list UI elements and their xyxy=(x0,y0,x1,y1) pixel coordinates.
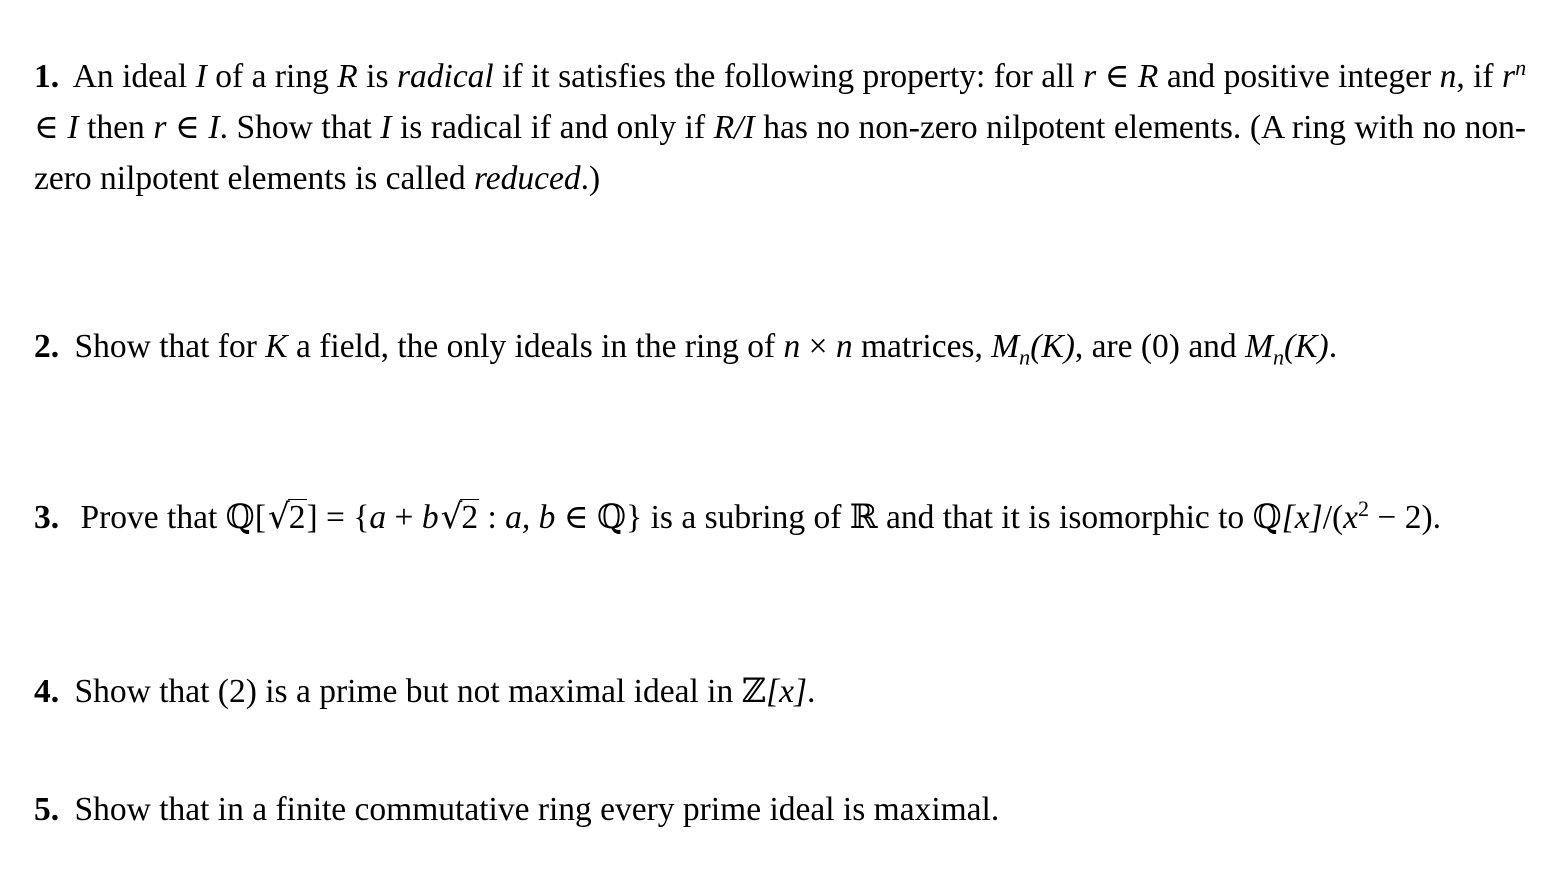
math-field-Q: ℚ xyxy=(1252,497,1282,536)
math-matrix-ring-2 xyxy=(1245,328,1329,370)
math-op-in: ∈ xyxy=(1104,58,1130,95)
problem-1 xyxy=(0,52,1562,205)
problem-number: 3. xyxy=(34,499,60,536)
problem-2-text xyxy=(74,328,1338,370)
math-var-I: I xyxy=(67,108,79,146)
problem-4 xyxy=(0,666,1562,718)
math-exponent-2: 2 xyxy=(1358,495,1370,521)
math-op-in: ∈ xyxy=(34,108,59,146)
problem-4-text xyxy=(75,673,816,710)
text-run: .) xyxy=(580,159,601,197)
math-var-x: x xyxy=(1343,499,1359,536)
math-var-I: I xyxy=(208,108,220,146)
paren-close: ) xyxy=(1421,499,1433,536)
text-run: and positive integer xyxy=(1166,58,1432,95)
math-var-a: a xyxy=(369,499,387,536)
text-run: is xyxy=(366,58,389,95)
text-run: isomorphic to xyxy=(1059,499,1245,536)
text-run: a field, the only ideals in the ring of xyxy=(295,328,776,365)
emph-reduced: reduced xyxy=(474,159,581,197)
math-arg-K: (K) xyxy=(1030,328,1075,365)
text-run: are (0) and xyxy=(1091,328,1237,365)
math-sqrt-2: √2 xyxy=(440,497,479,537)
math-var-r: r xyxy=(153,108,167,146)
math-op-minus: − xyxy=(1377,499,1397,536)
math-op-slash: / xyxy=(1322,499,1333,536)
text-run: . xyxy=(1328,328,1338,365)
math-var-n: n xyxy=(783,328,801,365)
math-var-M: M xyxy=(991,328,1020,365)
math-arg-K: (K) xyxy=(1284,328,1329,365)
math-colon: : xyxy=(487,499,497,536)
text-run: . xyxy=(807,673,816,710)
problem-3 xyxy=(0,492,1562,544)
math-quotient-R-I: R/I xyxy=(713,108,755,146)
problem-number: 5. xyxy=(34,791,60,828)
math-var-I: I xyxy=(380,108,392,146)
math-poly-x: [x] xyxy=(766,673,808,710)
math-sqrt-2: √2 xyxy=(267,497,306,537)
text-run: Prove that xyxy=(80,499,218,536)
math-field-R: ℝ xyxy=(849,497,878,536)
problem-5-text: Show that in a finite commutative ring every prime ideal is maximal. xyxy=(74,791,1000,828)
math-var-M: M xyxy=(1245,328,1273,365)
paren-open: ( xyxy=(1332,499,1344,536)
math-var-b: b xyxy=(538,499,556,536)
text-run: . xyxy=(1432,499,1442,536)
problem-number: 4. xyxy=(34,673,60,710)
text-run: if it satisfies the following property: for all xyxy=(502,58,1075,95)
math-ring-Z: ℤ xyxy=(741,671,767,710)
math-op-times: × xyxy=(808,328,828,365)
math-r-pow-n xyxy=(1502,54,1527,95)
math-matrix-ring-1 xyxy=(991,328,1075,370)
text-run: has no non-zero nilpotent elements. (A ring with no non-zero nilpotent xyxy=(34,108,1527,197)
brace-open: { xyxy=(353,499,370,536)
problem-1-text xyxy=(34,54,1527,197)
text-run: , xyxy=(1074,328,1084,365)
math-var-n: n xyxy=(1439,58,1457,95)
text-run: is radical if and only if xyxy=(399,108,706,146)
text-run: and that it is xyxy=(885,499,1051,536)
problem-5 xyxy=(0,785,1562,836)
math-var-R: R xyxy=(337,58,358,95)
emph-radical: radical xyxy=(396,58,494,95)
problem-number: 2. xyxy=(34,328,60,365)
bracket-open: [ xyxy=(254,499,266,536)
text-run: Show that (2) is a prime but not maximal ideal in xyxy=(74,673,734,710)
bracket-close: ] xyxy=(306,499,318,536)
text-run: , if xyxy=(1456,58,1494,95)
math-number-2: 2 xyxy=(1404,499,1422,536)
math-op-equals: = xyxy=(326,499,345,536)
problem-number: 1. xyxy=(34,58,60,95)
math-subscript-n: n xyxy=(1272,344,1285,370)
math-var-a: a, xyxy=(505,499,531,536)
math-field-Q: ℚ xyxy=(225,497,255,536)
math-op-in: ∈ xyxy=(563,499,589,536)
text-run: then xyxy=(87,108,145,146)
math-var-r: r xyxy=(1502,58,1516,95)
math-subscript-n: n xyxy=(1019,344,1031,370)
math-var-K: K xyxy=(265,328,288,365)
math-exponent-n: n xyxy=(1515,54,1527,80)
math-field-Q: ℚ xyxy=(596,497,627,536)
math-var-b: b xyxy=(421,499,439,536)
math-var-r: r xyxy=(1083,58,1097,95)
text-run: An ideal xyxy=(72,58,188,95)
math-var-I: I xyxy=(195,58,207,95)
math-op-in: ∈ xyxy=(175,108,200,146)
math-var-R: R xyxy=(1137,58,1159,95)
text-run: elements is called xyxy=(227,159,466,197)
text-run: Show that for xyxy=(74,328,257,365)
problem-2 xyxy=(0,322,1562,373)
math-var-n: n xyxy=(835,328,853,365)
brace-close: } xyxy=(626,499,643,536)
text-run: . Show that xyxy=(219,108,372,146)
problem-3-text xyxy=(80,495,1442,537)
math-op-plus: + xyxy=(394,499,414,536)
text-run: is a subring of xyxy=(650,499,842,536)
math-poly-x: [x] xyxy=(1281,499,1323,536)
text-run: matrices, xyxy=(861,328,983,365)
text-run: of a ring xyxy=(215,58,329,95)
